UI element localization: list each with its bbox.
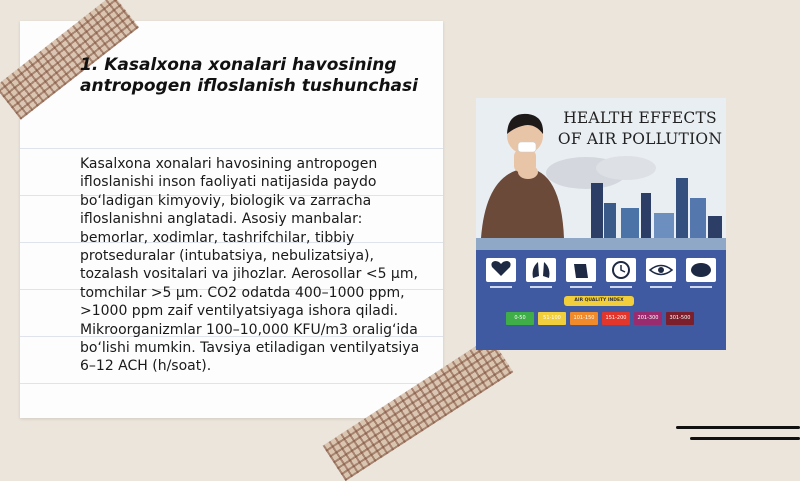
smoke-cloud [596, 156, 656, 180]
ground-strip [476, 238, 726, 250]
paper-rule [20, 148, 443, 149]
slide-title: 1. Kasalxona xonalari havosining antropogen ifloslanish tushunchasi [80, 55, 418, 96]
aqi-box-hazardous: 301-500 [666, 312, 694, 325]
decorative-line [676, 426, 800, 429]
aqi-label: AIR QUALITY INDEX [564, 296, 634, 306]
slide-body-text: Kasalxona xonalari havosining antropogen ifloslanishi inson faoliyati natijasida paydo bo‘ladigan kimyoviy, biologik va zarracha ifloslanishni anglatadi. Asosiy manbalar: bemorlar, xodimlar, tashrifchilar, tibbiy protseduralar (intubatsiya, nebulizatsiya), tozalash vositalari va jihozlar. Aerosollar <5 μm, tomchilar >5 μm. CO2 odatda 400–1000 ppm, >1000 ppm zaif ventilyatsiyaga ishora qiladi. Mikroorganizmlar 100–10,000 KFU/m3 oralig‘ida bo‘lishi mumkin. Tavsiya etiladigan ventilyatsiya 6–12 ACH (h/soat). [80, 156, 420, 375]
aqi-box-sensitive: 101-150 [570, 312, 598, 325]
paper-rule [20, 383, 443, 384]
decorative-line [690, 437, 800, 440]
aqi-box-good: 0-50 [506, 312, 534, 325]
aqi-box-unhealthy: 151-200 [602, 312, 630, 325]
infographic-title: HEALTH EFFECTS OF AIR POLLUTION [557, 109, 723, 148]
air-pollution-infographic [476, 98, 726, 350]
aqi-box-very-unhealthy: 201-300 [634, 312, 662, 325]
factory-skyline [591, 178, 722, 243]
lungs-icon [526, 258, 556, 282]
aqi-box-moderate: 51-100 [538, 312, 566, 325]
